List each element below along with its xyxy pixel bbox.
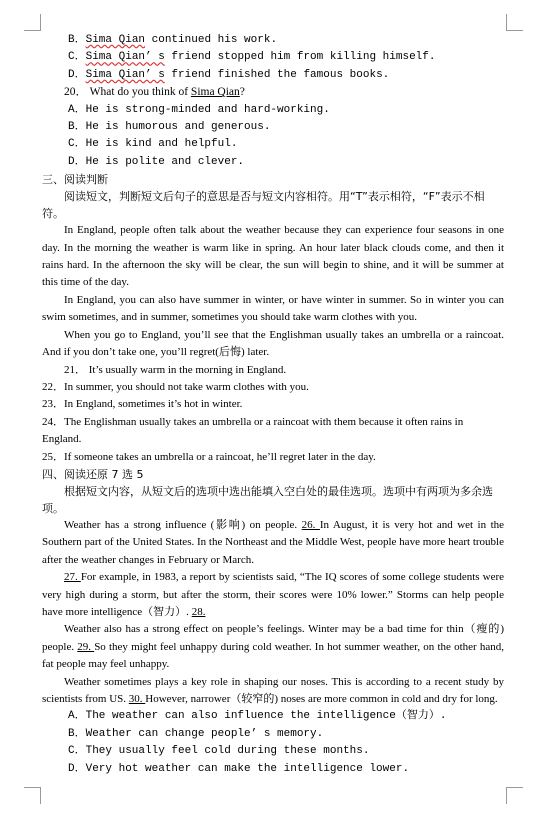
q19-option-d: D．Sima Qian’ s friend finished the famous books. xyxy=(68,68,390,81)
q20-question: 20． What do you think of Sima Qian? xyxy=(64,86,245,99)
section3-instruction: 阅读短文，判断短文后句子的意思是否与短文内容相符。用“T”表示相符，“F”表示不相符。 xyxy=(42,190,485,221)
section4-instruction: 根据短文内容，从短文后的选项中选出能填入空白处的最佳选项。选项中有两项为多余选项。 xyxy=(42,484,493,515)
q19-option-b: B．Sima Qian continued his work. xyxy=(68,34,278,46)
statement-21: 21． It’s usually warm in the morning in England. xyxy=(64,363,287,376)
q20-option-b: B．He is humorous and generous. xyxy=(68,121,271,134)
section3-paragraph-1: In England, people often talk about the weather because they can experience four seasons in one day. In the morning the weather is warm like in spring. An hour later black clouds come, and then it rains hard. In the afternoon the sky will be clear, the sun will begin to shine, and it will be summer at this time of the day. xyxy=(42,224,504,289)
crop-mark-bottom-right xyxy=(506,787,523,804)
crop-mark-top-right xyxy=(506,14,523,31)
q20-option-c: C．He is kind and helpful. xyxy=(68,138,238,151)
section4-option-b: B．Weather can change people’ s memory. xyxy=(68,727,324,740)
blank-30: 30. xyxy=(128,693,146,705)
blank-29: 29. xyxy=(77,640,95,653)
section3-paragraph-3: When you go to England, you’ll see that the Englishman usually takes an umbrella or a raincoat. And if you don’t take one, you’ll regret(后悔) later. xyxy=(42,328,504,359)
statement-23: 23．In England, sometimes it’s hot in winter. xyxy=(42,398,243,411)
blank-26: 26. xyxy=(301,518,320,531)
section4-option-c: C．They usually feel cold during these months. xyxy=(68,745,370,758)
section4-paragraph-4: Weather sometimes plays a key role in shaping our noses. This is according to a recent study by scientists from US. 30. However, narrower（较窄的) noses are more common in cold and dry for long. xyxy=(42,675,504,705)
section4-paragraph-1: Weather has a strong influence (影响) on people. 26. In August, it is very hot and wet in the Southern part of the United States. In the Northeast and the Middle West, people have more heart trouble after the weather changes in February or March. xyxy=(42,518,505,566)
q19-option-c: C．Sima Qian’ s friend stopped him from killing himself. xyxy=(68,51,436,64)
blank-27: 27. xyxy=(64,571,81,584)
section3-heading: 三、阅读判断 xyxy=(42,173,108,187)
section4-paragraph-3: Weather also has a strong effect on people’s feelings. Winter may be a bad time for thin（瘦的) people. 29. So they might feel unhappy during cold weather. In hot summer weather, on the other hand, fat people may feel unhappy. xyxy=(42,623,504,671)
statement-22: 22．In summer, you should not take warm clothes with you. xyxy=(42,380,309,393)
section4-option-a: A．The weather can also influence the intelligence（智力）. xyxy=(68,710,447,723)
section4-paragraph-2: 27. For example, in 1983, a report by scientists said, “The IQ scores of some college students were very high during a storm, but after the storm, their scores were 10% lower.” Storms can help people have more intelligence（智力）. 28. xyxy=(42,571,504,618)
blank-28: 28. xyxy=(191,605,206,618)
document-page xyxy=(42,32,504,778)
q20-option-d: D．He is polite and clever. xyxy=(68,155,245,168)
crop-mark-bottom-left xyxy=(24,787,41,804)
statement-24: 24．The Englishman usually takes an umbrella or a raincoat with them because it often rains in England. xyxy=(42,415,464,446)
section4-option-d: D．Very hot weather can make the intelligence lower. xyxy=(68,762,410,775)
crop-mark-top-left xyxy=(24,14,41,31)
statement-25: 25．If someone takes an umbrella or a raincoat, he’ll regret later in the day. xyxy=(42,450,376,463)
section4-heading: 四、阅读还原 7 选 5 xyxy=(42,467,144,481)
q20-option-a: A．He is strong-minded and hard-working. xyxy=(68,103,330,116)
section3-paragraph-2: In England, you can also have summer in winter, or have winter in summer. So in winter you can swim sometimes, and in summer, sometimes you should take warm clothes with you. xyxy=(42,293,504,324)
